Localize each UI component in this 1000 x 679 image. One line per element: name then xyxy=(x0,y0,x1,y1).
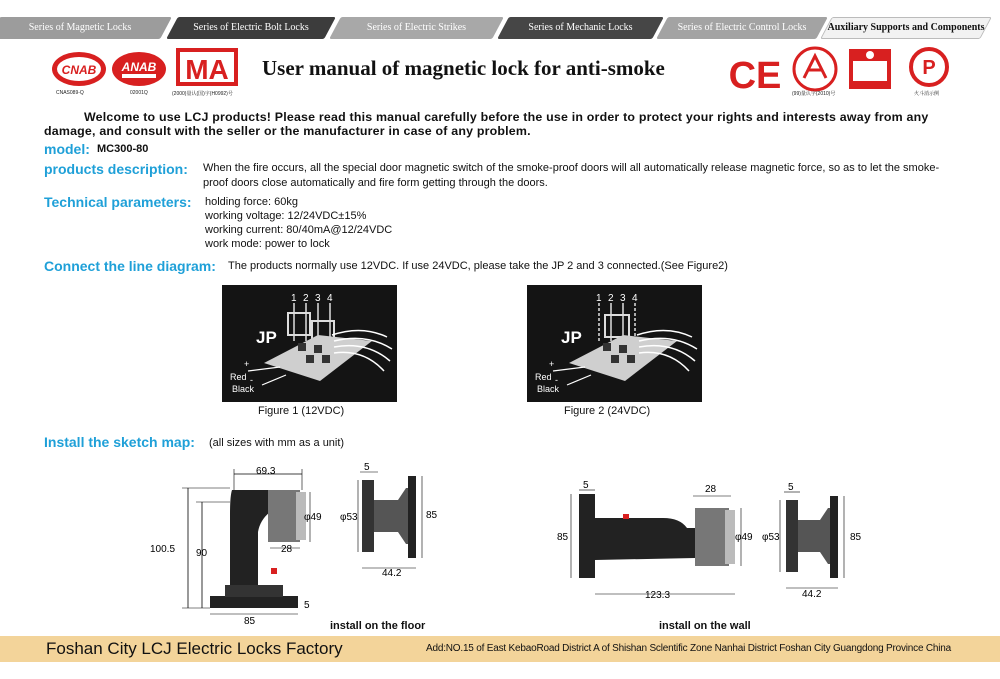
svg-text:85: 85 xyxy=(557,532,569,543)
wiring-figure-1 xyxy=(222,285,397,402)
floor-caption: install on the floor xyxy=(330,620,426,632)
param-holding-force: holding force: 60kg xyxy=(205,196,298,208)
param-working-current: working current: 80/40mA@12/24VDC xyxy=(205,224,393,236)
svg-text:P: P xyxy=(922,57,936,79)
figure-1-caption: Figure 1 (12VDC) xyxy=(258,405,345,417)
wiring-figure-2 xyxy=(527,285,702,402)
svg-text:Black: Black xyxy=(232,384,255,394)
svg-text:3: 3 xyxy=(315,293,321,304)
svg-text:5: 5 xyxy=(364,462,370,473)
svg-text:3: 3 xyxy=(620,293,626,304)
ma-caption: (2000)量认(国)字(H0992)号 xyxy=(172,91,233,97)
description-text: When the fire occurs, all the special door magnetic switch of the smoke-proof doors will all automatically release magnetic force, so as to let the smoke-proof doors close automatically and fire form getting through the doors. xyxy=(203,162,940,189)
tab-mechanic-locks[interactable]: Series of Mechanic Locks xyxy=(503,17,658,39)
svg-text:90: 90 xyxy=(196,548,208,559)
company-name: Foshan City LCJ Electric Locks Factory xyxy=(46,639,343,658)
svg-text:28: 28 xyxy=(705,484,717,495)
figure-2-caption: Figure 2 (24VDC) xyxy=(564,405,651,417)
floor-install-drawing xyxy=(150,460,340,627)
svg-text:+: + xyxy=(549,359,555,369)
tab-auxiliary-supports[interactable]: Auxiliary Supports and Components xyxy=(826,17,986,39)
ccc-logo xyxy=(792,46,838,92)
svg-text:44.2: 44.2 xyxy=(382,568,402,579)
famous-brand-logo xyxy=(847,47,893,91)
svg-text:ANAB: ANAB xyxy=(121,60,157,74)
svg-text:5: 5 xyxy=(583,480,589,491)
connect-label: Connect the line diagram: xyxy=(44,258,216,274)
category-tabs xyxy=(0,17,1000,39)
tab-electric-strikes[interactable]: Series of Electric Strikes xyxy=(335,17,498,39)
technical-label: Technical parameters: xyxy=(44,194,192,210)
svg-text:φ53: φ53 xyxy=(762,532,780,543)
svg-text:-: - xyxy=(555,375,558,385)
model-label: model: xyxy=(44,141,90,157)
anab-logo xyxy=(110,49,168,89)
footer-bar xyxy=(0,636,1000,662)
company-address: Add:NO.15 of East KebaoRoad District A of Shishan Sclentific Zone Nanhai District Foshan City Guangdong Province China xyxy=(426,643,952,654)
install-label: Install the sketch map: xyxy=(44,434,195,450)
svg-text:1: 1 xyxy=(291,293,297,304)
param-work-mode: work mode: power to lock xyxy=(205,238,330,250)
svg-text:2: 2 xyxy=(608,293,614,304)
svg-text:φ49: φ49 xyxy=(304,512,322,523)
svg-text:123.3: 123.3 xyxy=(645,590,671,601)
svg-text:28: 28 xyxy=(281,544,293,555)
model-value: MC300-80 xyxy=(97,143,149,155)
svg-text:69.3: 69.3 xyxy=(256,466,276,477)
fire-safety-logo xyxy=(902,46,956,92)
svg-text:4: 4 xyxy=(632,293,638,304)
svg-text:Red: Red xyxy=(535,372,552,382)
wall-plate-drawing xyxy=(758,478,868,598)
description-label: products description: xyxy=(44,161,188,177)
svg-text:4: 4 xyxy=(327,293,333,304)
param-working-voltage: working voltage: 12/24VDC±15% xyxy=(205,210,367,222)
svg-text:JP: JP xyxy=(561,328,582,347)
ma-logo xyxy=(174,46,240,88)
page-title: User manual of magnetic lock for anti-smoke xyxy=(262,56,665,80)
svg-text:-: - xyxy=(250,375,253,385)
ce-mark-icon xyxy=(728,54,782,97)
svg-text:5: 5 xyxy=(788,482,794,493)
tab-electric-bolt-locks[interactable]: Series of Electric Bolt Locks xyxy=(172,17,330,39)
floor-plate-drawing xyxy=(340,460,440,580)
svg-text:φ49: φ49 xyxy=(735,532,753,543)
intro-paragraph: Welcome to use LCJ products! Please read this manual carefully before the use in order to protect your rights and interests away from any damage, and consult with the seller or the manufacturer in case of any problem. xyxy=(44,110,929,138)
anab-caption: 02001Q xyxy=(130,90,148,96)
tab-magnetic-locks[interactable]: Series of Magnetic Locks xyxy=(0,17,166,39)
svg-text:85: 85 xyxy=(426,510,438,521)
svg-text:+: + xyxy=(244,359,250,369)
svg-text:100.5: 100.5 xyxy=(150,544,176,555)
svg-text:CNAB: CNAB xyxy=(61,63,97,77)
tab-electric-control-locks[interactable]: Series of Electric Control Locks xyxy=(662,17,822,39)
fire-caption: 火斗消示例 xyxy=(914,91,940,97)
cnab-caption: CNAS089-Q xyxy=(56,90,84,96)
wall-install-drawing xyxy=(555,478,755,608)
svg-text:JP: JP xyxy=(256,328,277,347)
svg-text:44.2: 44.2 xyxy=(802,589,822,600)
svg-text:MA: MA xyxy=(185,54,229,85)
svg-text:2: 2 xyxy=(303,293,309,304)
svg-text:CE: CE xyxy=(728,55,782,97)
svg-text:5: 5 xyxy=(304,600,310,611)
ccc-caption: (99)量认字(2010)号 xyxy=(792,91,836,97)
wall-caption: install on the wall xyxy=(659,620,751,632)
svg-text:φ53: φ53 xyxy=(340,512,358,523)
svg-text:1: 1 xyxy=(596,293,602,304)
svg-text:Red: Red xyxy=(230,372,247,382)
connect-text: The products normally use 12VDC. If use 24VDC, please take the JP 2 and 3 connected.(See Figure2) xyxy=(228,260,728,272)
cnab-logo xyxy=(50,49,108,89)
install-note: (all sizes with mm as a unit) xyxy=(209,437,345,449)
svg-text:Black: Black xyxy=(537,384,560,394)
svg-text:85: 85 xyxy=(850,532,862,543)
svg-text:85: 85 xyxy=(244,616,256,627)
